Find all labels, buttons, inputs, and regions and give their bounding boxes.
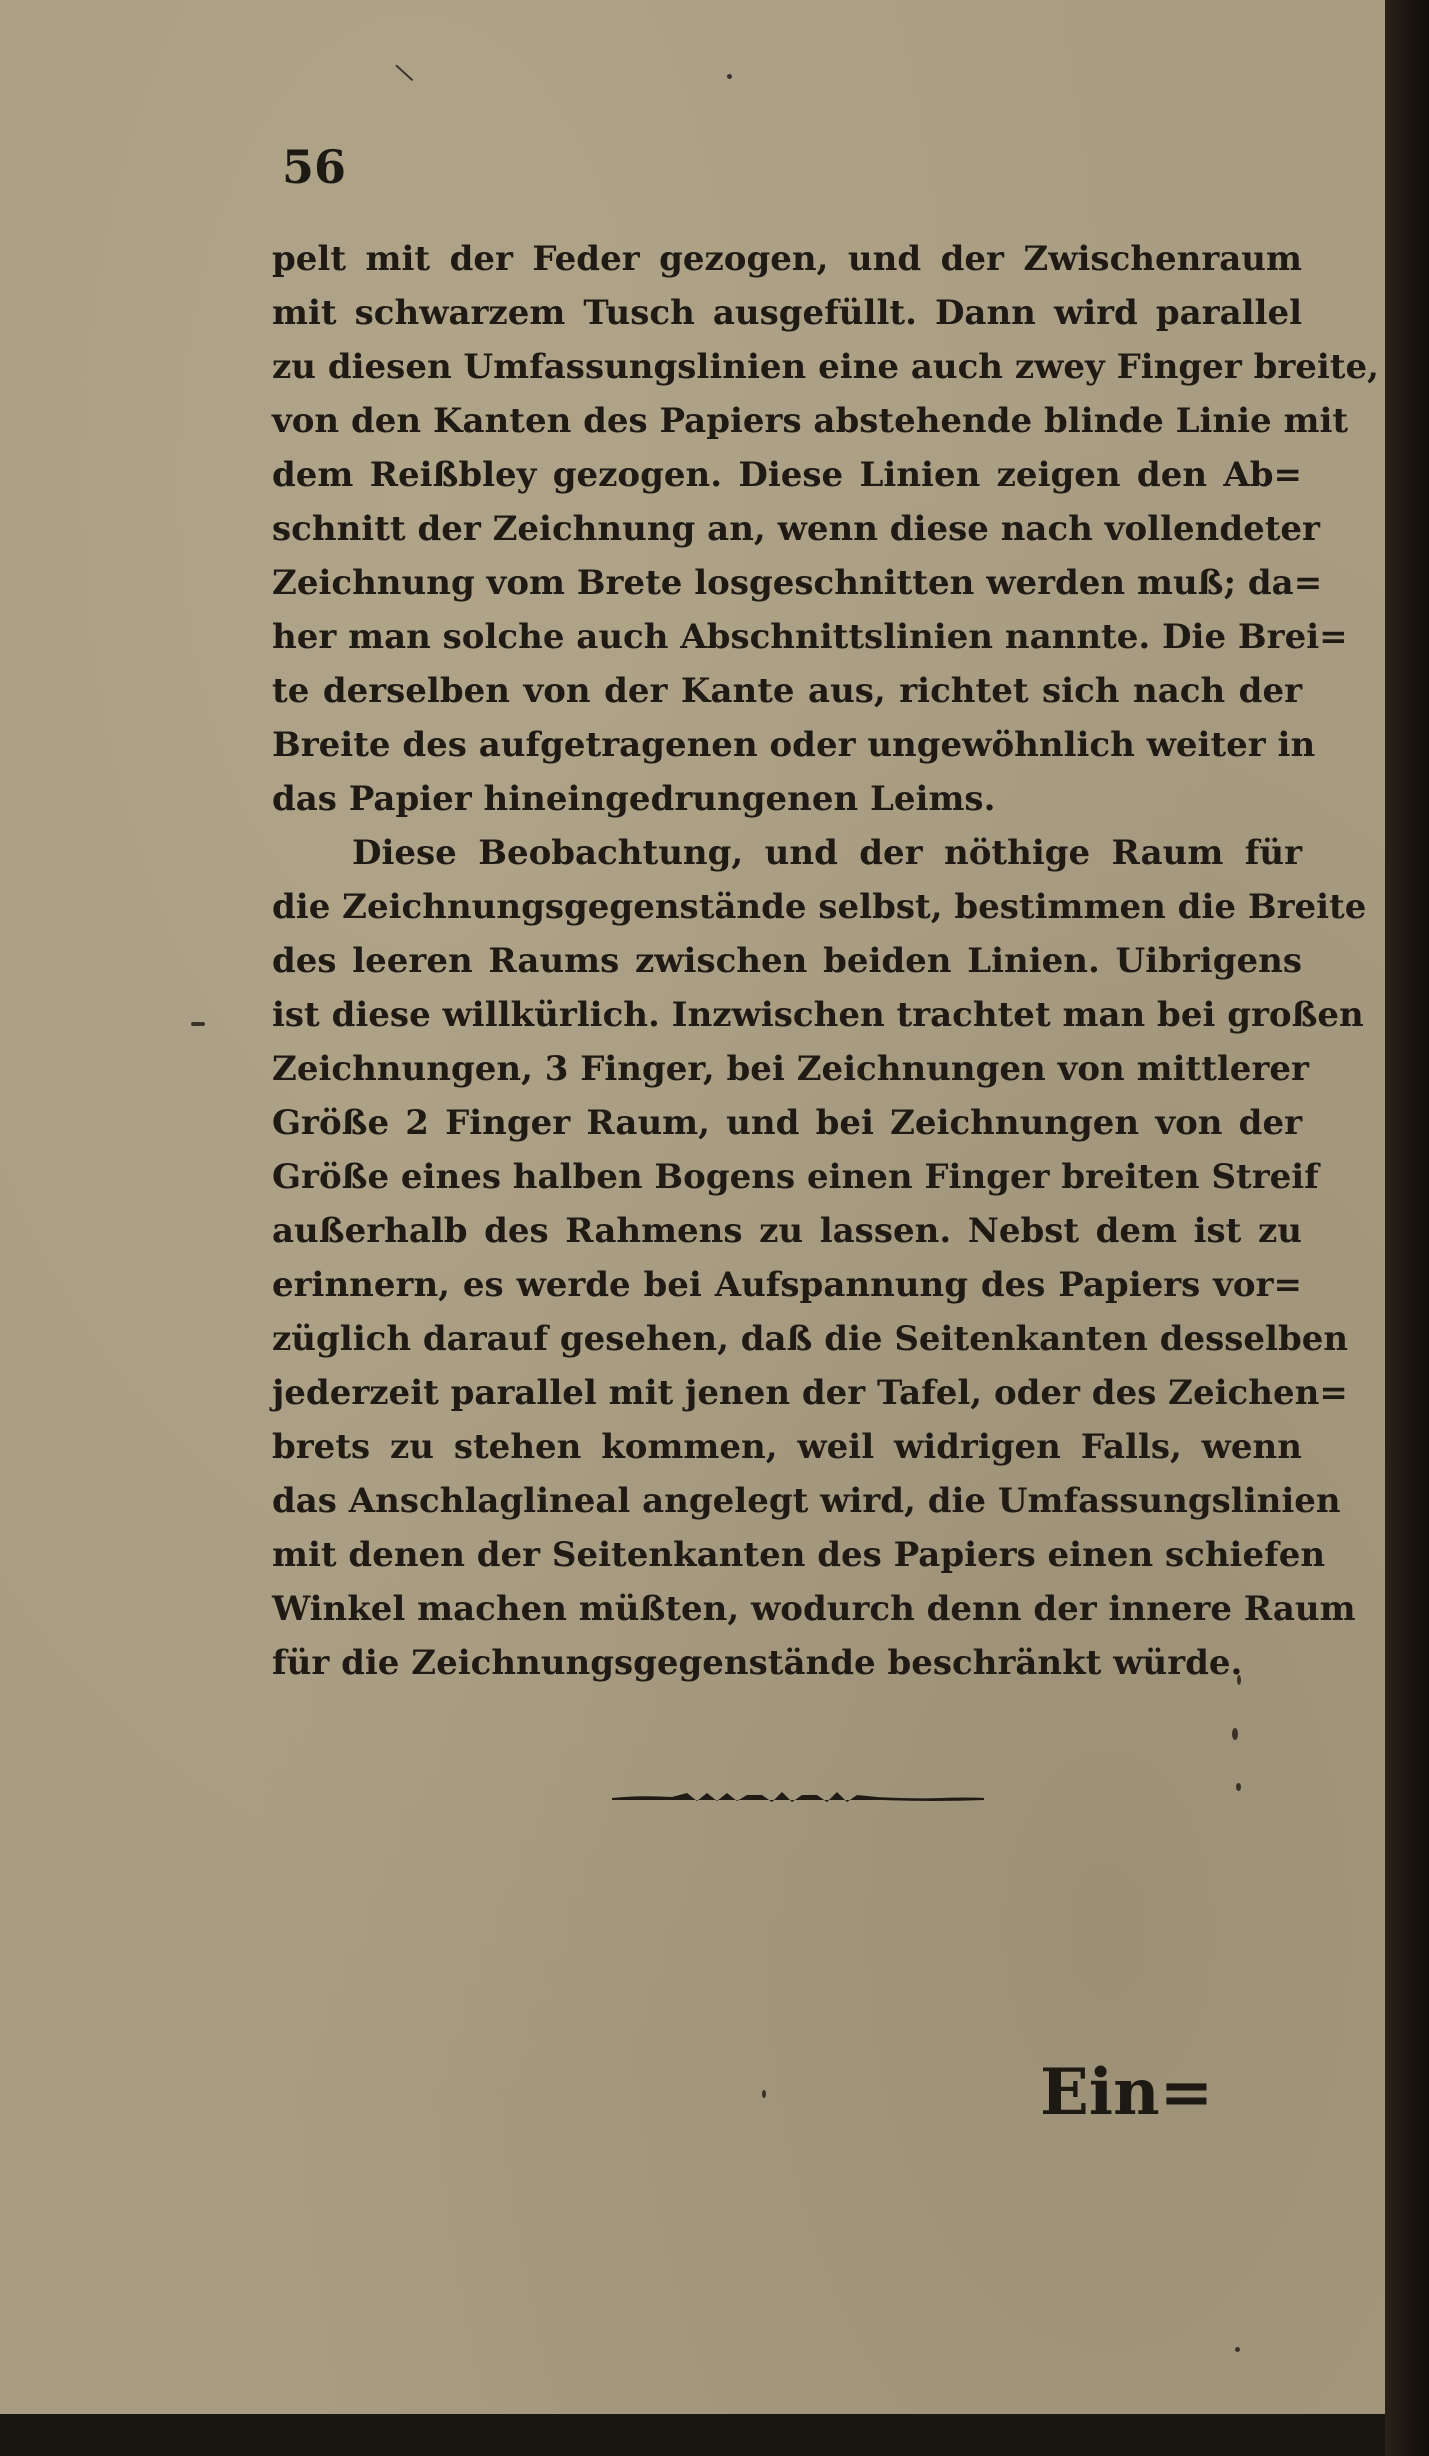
text-line: das Papier hineingedrungenen Leims. bbox=[272, 779, 996, 819]
paper-speck bbox=[762, 2090, 766, 2098]
text-line: für die Zeichnungsgegenstände beschränkt würde. bbox=[272, 1643, 1243, 1683]
text-line: her man solche auch Abschnittslinien nannte. Die Brei= bbox=[272, 617, 1348, 657]
text-line: Diese Beobachtung, und der nöthige Raum für bbox=[352, 833, 1302, 873]
text-line: zu diesen Umfassungslinien eine auch zwey Finger breite, bbox=[272, 347, 1379, 387]
scratch-mark: \ bbox=[393, 57, 416, 89]
text-line: mit schwarzem Tusch ausgefüllt. Dann wird parallel bbox=[272, 293, 1302, 333]
text-line: von den Kanten des Papiers abstehende blinde Linie mit bbox=[272, 401, 1349, 441]
text-line: brets zu stehen kommen, weil widrigen Falls, wenn bbox=[272, 1427, 1302, 1467]
text-line: mit denen der Seitenkanten des Papiers einen schiefen bbox=[272, 1535, 1326, 1575]
body-text bbox=[272, 232, 1379, 1690]
paper-speck bbox=[727, 74, 732, 79]
catchword: Ein= bbox=[1040, 2055, 1214, 2130]
text-line: Zeichnung vom Brete losgeschnitten werden muß; da= bbox=[272, 563, 1323, 603]
paper-speck bbox=[1232, 1728, 1238, 1740]
text-line: Größe eines halben Bogens einen Finger breiten Streif bbox=[272, 1157, 1319, 1197]
text-line: erinnern, es werde bei Aufspannung des Papiers vor= bbox=[272, 1265, 1302, 1305]
page-bottom-edge bbox=[0, 2414, 1385, 2456]
text-line: schnitt der Zeichnung an, wenn diese nach vollendeter bbox=[272, 509, 1320, 549]
paper-speck bbox=[1235, 2347, 1240, 2352]
text-line: Breite des aufgetragenen oder ungewöhnlich weiter in bbox=[272, 725, 1316, 765]
text-line: züglich darauf gesehen, daß die Seitenkanten desselben bbox=[272, 1319, 1349, 1359]
text-line: te derselben von der Kante aus, richtet sich nach der bbox=[272, 671, 1302, 711]
text-line: außerhalb des Rahmens zu lassen. Nebst dem ist zu bbox=[272, 1211, 1302, 1251]
paper-speck bbox=[1236, 1783, 1241, 1791]
text-line: des leeren Raums zwischen beiden Linien. Uibrigens bbox=[272, 941, 1302, 981]
text-line: dem Reißbley gezogen. Diese Linien zeigen den Ab= bbox=[272, 455, 1302, 495]
paper-speck bbox=[191, 1022, 205, 1026]
text-line: pelt mit der Feder gezogen, und der Zwischenraum bbox=[272, 239, 1302, 279]
text-line: ist diese willkürlich. Inzwischen trachtet man bei großen bbox=[272, 995, 1364, 1035]
page-number: 56 bbox=[282, 140, 347, 194]
text-line: das Anschlaglineal angelegt wird, die Umfassungslinien bbox=[272, 1481, 1341, 1521]
book-spine bbox=[1385, 0, 1429, 2456]
text-line: die Zeichnungsgegenstände selbst, bestimmen die Breite bbox=[272, 887, 1367, 927]
text-line: Winkel machen müßten, wodurch denn der innere Raum bbox=[272, 1589, 1356, 1629]
text-line: Zeichnungen, 3 Finger, bei Zeichnungen von mittlerer bbox=[272, 1049, 1309, 1089]
text-line: jederzeit parallel mit jenen der Tafel, oder des Zeichen= bbox=[272, 1373, 1348, 1413]
text-line: Größe 2 Finger Raum, und bei Zeichnungen von der bbox=[272, 1103, 1302, 1143]
ornament-rule bbox=[612, 1789, 984, 1805]
